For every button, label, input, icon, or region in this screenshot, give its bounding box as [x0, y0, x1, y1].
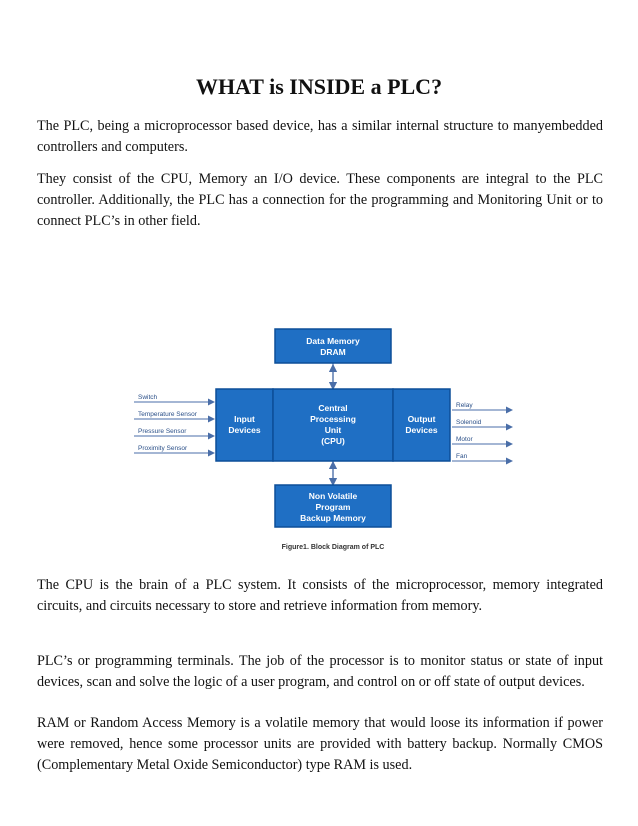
- input-devices-label-line1: Input: [234, 414, 255, 424]
- output-label-relay: Relay: [456, 402, 473, 409]
- cpu-label-line4: (CPU): [321, 436, 345, 446]
- backup-memory-label-line3: Backup Memory: [300, 513, 366, 523]
- input-label-switch: Switch: [138, 394, 158, 401]
- paragraph-cpu: The CPU is the brain of a PLC system. It consists of the microprocessor, memory integrated circuits, and circuits necessary to store and retrieve information from memory.: [37, 577, 603, 614]
- data-memory-box: [275, 329, 391, 363]
- output-label-motor: Motor: [456, 436, 473, 443]
- input-devices-label-line2: Devices: [228, 425, 261, 435]
- backup-memory-label-line1: Non Volatile: [308, 491, 358, 501]
- plc-block-diagram: [120, 305, 520, 565]
- paragraph-ram: RAM or Random Access Memory is a volatile memory that would loose its information if power were removed, hence some processor units are provided with battery backup. Normally CMOS (Complementary Metal Oxide Semiconductor) type RAM is used.: [37, 715, 603, 773]
- data-memory-label-line2: DRAM: [320, 347, 346, 357]
- input-label-proximity: Proximity Sensor: [138, 445, 188, 452]
- data-memory-label-line1: Data Memory: [306, 336, 360, 346]
- paragraph-components: They consist of the CPU, Memory an I/O device. These components are integral to the PLC controller. Additionally, the PLC has a connection for the programming and Monitoring Unit or to connect PLC’s in other field.: [37, 171, 603, 229]
- cpu-label-line1: Central: [318, 403, 348, 413]
- backup-memory-label-line2: Program: [315, 502, 351, 512]
- cpu-label-line3: Unit: [324, 425, 342, 435]
- page-title: WHAT is INSIDE a PLC?: [195, 74, 443, 99]
- figure-caption: Figure1. Block Diagram of PLC: [281, 544, 385, 551]
- paragraph-intro: The PLC, being a microprocessor based device, has a similar internal structure to manyembedded controllers and computers.: [37, 118, 603, 155]
- output-label-fan: Fan: [456, 453, 468, 460]
- output-devices-label-line2: Devices: [405, 425, 438, 435]
- output-label-solenoid: Solenoid: [456, 419, 482, 426]
- input-label-pressure: Pressure Sensor: [138, 428, 187, 435]
- cpu-label-line2: Processing: [310, 414, 356, 424]
- paragraph-processor-job: PLC’s or programming terminals. The job of the processor is to monitor status or state of input devices, scan and solve the logic of a user program, and control on or off state of output devices.: [37, 653, 603, 690]
- output-devices-label-line1: Output: [407, 414, 436, 424]
- input-label-temperature: Temperature Sensor: [138, 411, 197, 418]
